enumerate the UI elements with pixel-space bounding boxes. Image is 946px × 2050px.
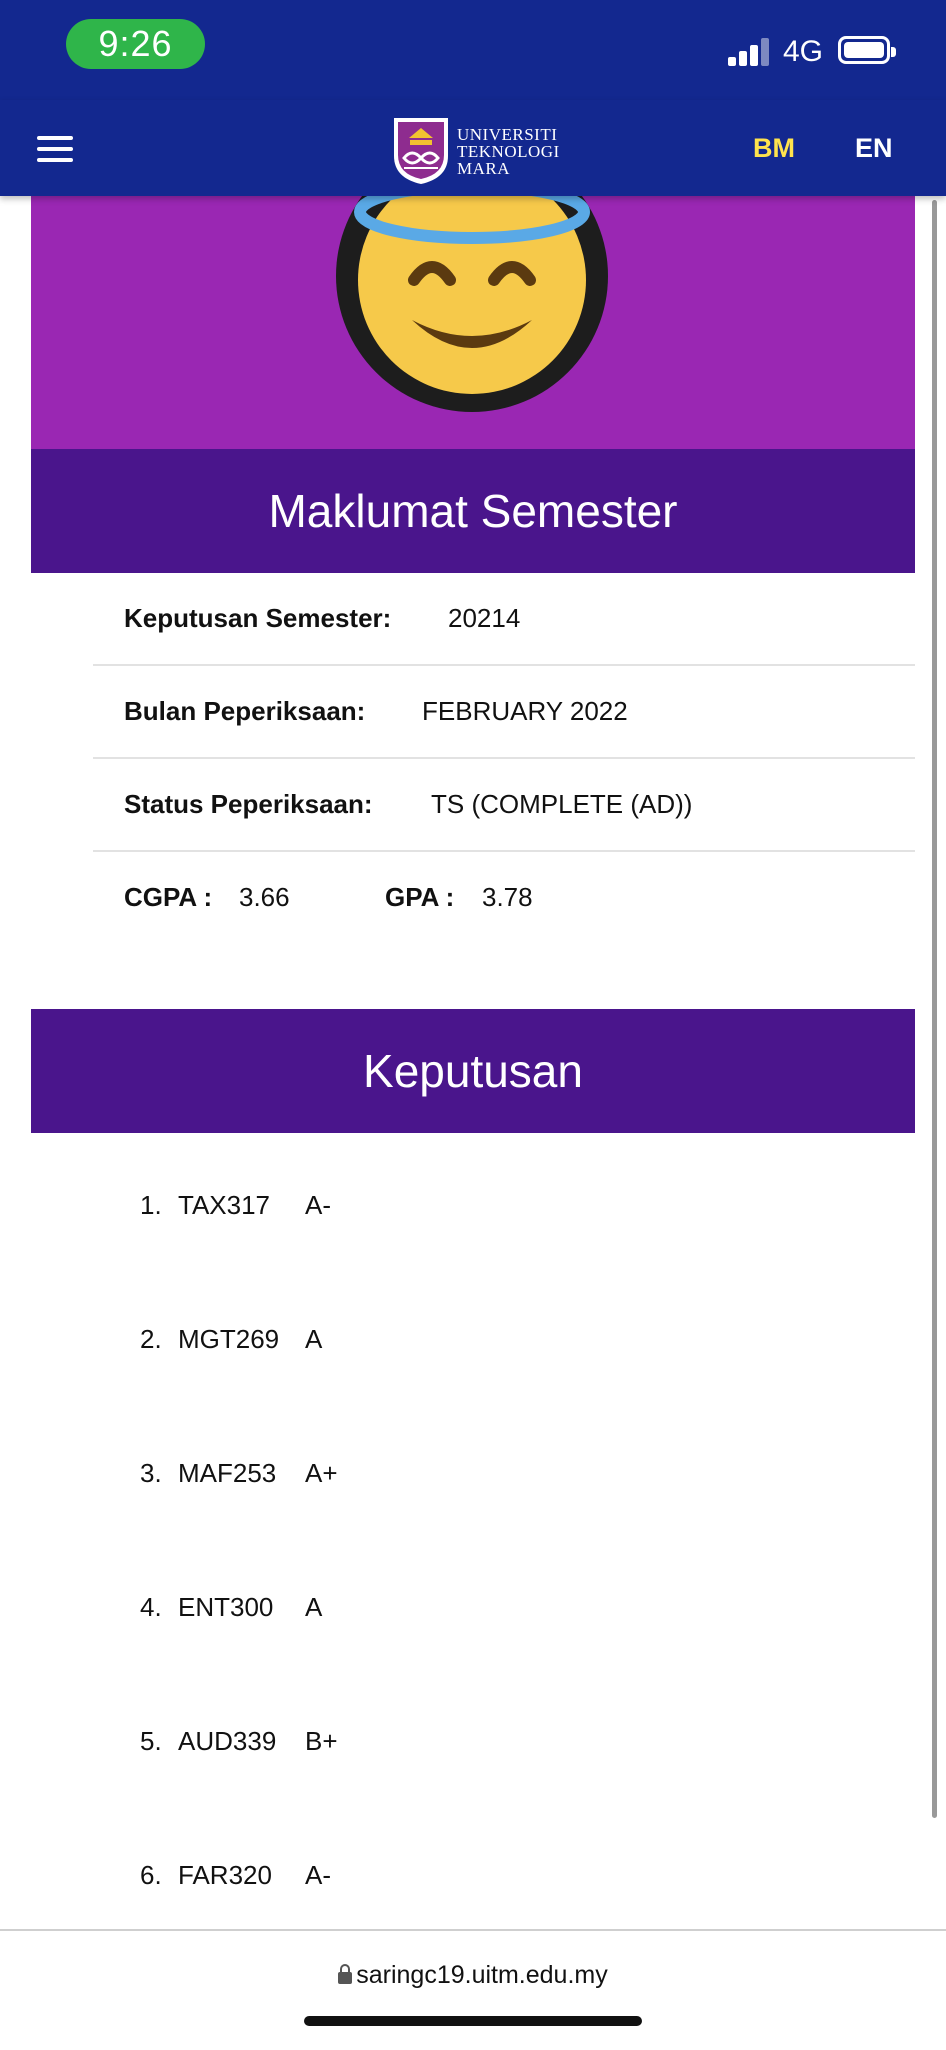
course-code: AUD339	[178, 1726, 277, 1756]
url-text: saringc19.uitm.edu.my	[356, 1961, 608, 1989]
logo-text: UNIVERSITI TEKNOLOGI MARA	[457, 125, 560, 178]
status-time: 9:26	[66, 19, 205, 69]
page-scrollbar[interactable]	[932, 200, 937, 1818]
top-nav	[0, 100, 946, 196]
uitm-crest-icon	[390, 112, 452, 186]
course-code: MAF253	[178, 1458, 277, 1488]
course-grade: A	[305, 1324, 323, 1354]
home-indicator[interactable]	[304, 2016, 642, 2026]
semester-info-header: Maklumat Semester	[31, 449, 915, 573]
info-label: Bulan Peperiksaan:	[124, 696, 366, 726]
info-row-exam-status	[93, 759, 915, 852]
gpa-value: 3.78	[482, 882, 533, 912]
course-code: TAX317	[178, 1190, 271, 1220]
network-type: 4G	[783, 35, 824, 68]
gpa-label: GPA :	[385, 882, 455, 912]
course-code: FAR320	[178, 1860, 272, 1890]
url-display[interactable]	[0, 1961, 946, 1990]
battery-icon	[838, 36, 890, 64]
course-grade: B+	[305, 1726, 338, 1756]
info-row-semester	[93, 573, 915, 666]
info-label: Keputusan Semester:	[124, 603, 392, 633]
info-label: Status Peperiksaan:	[124, 789, 373, 819]
course-grade: A-	[305, 1860, 331, 1890]
language-en-button[interactable]: EN	[855, 133, 893, 163]
info-value: TS (COMPLETE (AD))	[431, 789, 693, 819]
language-bm-button[interactable]: BM	[753, 133, 795, 163]
course-grade: A-	[305, 1190, 331, 1220]
avatar	[336, 188, 608, 414]
course-code: MGT269	[178, 1324, 280, 1354]
uitm-logo[interactable]	[390, 112, 560, 186]
course-code: ENT300	[178, 1592, 274, 1622]
course-grade: A+	[305, 1458, 338, 1488]
cgpa-value: 3.66	[239, 882, 290, 912]
results-header: Keputusan	[31, 1009, 915, 1133]
course-grade: A	[305, 1592, 323, 1622]
info-row-gpa	[93, 852, 915, 945]
hamburger-menu-icon[interactable]	[37, 136, 73, 162]
info-value: 20214	[448, 603, 521, 633]
browser-url-bar[interactable]	[0, 1929, 946, 2050]
info-row-exam-month	[93, 666, 915, 759]
signal-icon	[728, 38, 772, 66]
info-value: FEBRUARY 2022	[422, 696, 628, 726]
status-bar	[0, 0, 946, 100]
lock-icon	[338, 1972, 352, 1984]
cgpa-label: CGPA :	[124, 882, 213, 912]
